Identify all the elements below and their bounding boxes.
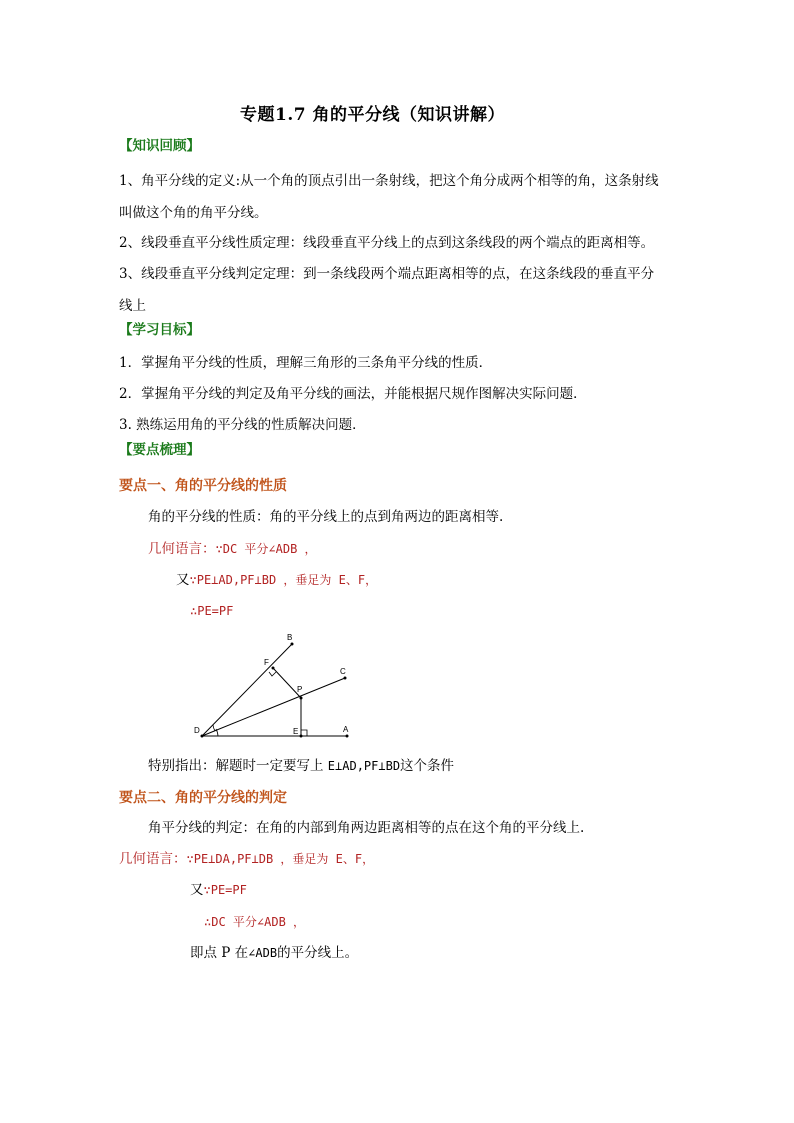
point-C <box>344 677 347 680</box>
key-points-header: 【要点梳理】 <box>119 442 200 458</box>
goal-1: 1．掌握角平分线的性质，理解三角形的三条角平分线的性质． <box>119 355 493 371</box>
point-1-statement: 角的平分线的性质：角的平分线上的点到角两边的距离相等. <box>148 509 504 525</box>
point-B <box>291 643 294 646</box>
geometry-statement: ∵PE⊥DA,PF⊥DB ，垂足为 E、F， <box>186 852 375 866</box>
label-C: C <box>340 667 346 676</box>
point-2-geometry-4 <box>190 944 358 962</box>
point-2-geometry-3: ∴DC 平分∠ADB ， <box>204 915 306 929</box>
point-2-geometry-1 <box>119 850 374 868</box>
review-item-3-line-2: 线上 <box>119 298 146 314</box>
point-1-note <box>148 757 454 775</box>
review-item-3-line-1: 3、线段垂直平分线判定定理：到一条线段两个端点距离相等的点，在这条线段的垂直平分 <box>119 266 655 282</box>
geometry-statement: ∵DC 平分∠ADB ， <box>215 542 317 556</box>
label-P: P <box>297 685 303 694</box>
point-P <box>300 697 303 700</box>
label-D: D <box>194 726 200 735</box>
label-B: B <box>287 633 293 642</box>
note-label: 特别指出：解题时一定要写上 <box>148 758 324 774</box>
point-1-geometry-2 <box>176 571 377 589</box>
conclusion-angle: ∠ADB <box>248 946 278 960</box>
label-F: F <box>264 658 269 667</box>
angle-arc-BDC <box>213 725 215 731</box>
review-item-1-line-1: 1、角平分线的定义:从一个角的顶点引出一条射线，把这个角分成两个相等的角，这条射线 <box>119 173 659 189</box>
point-D <box>201 735 204 738</box>
goal-3: 3. 熟练运用角的平分线的性质解决问题． <box>119 417 366 433</box>
point-1-geometry-1 <box>148 540 317 558</box>
point-E <box>300 735 303 738</box>
right-angle-mark-F <box>269 672 276 676</box>
angle-bisector-figure <box>190 628 365 743</box>
conclusion-prefix: 即点 P 在 <box>190 945 249 961</box>
geometry-language-label: 几何语言： <box>119 851 187 867</box>
point-2-statement: 角平分线的判定：在角的内部到角两边距离相等的点在这个角的平分线上. <box>148 820 585 836</box>
review-item-1-line-2: 叫做这个角的角平分线。 <box>119 205 268 221</box>
page-title: 专题1.7 角的平分线（知识讲解） <box>240 105 505 125</box>
note-value: E⊥AD,PF⊥BD <box>327 759 401 773</box>
ray-DC <box>202 678 345 736</box>
point-1-geometry-3: ∴PE=PF <box>190 604 234 618</box>
ray-DB <box>202 644 292 736</box>
point-2-geometry-2 <box>190 881 247 899</box>
point-A <box>346 735 349 738</box>
review-item-2: 2、线段垂直平分线性质定理：线段垂直平分线上的点到这条线段的两个端点的距离相等。 <box>119 235 655 251</box>
geometry-statement: ∵PE⊥AD,PF⊥BD ，垂足为 E、F， <box>189 573 378 587</box>
label-E: E <box>293 727 299 736</box>
point-2-heading: 要点二、角的平分线的判定 <box>119 790 287 806</box>
note-suffix: 这个条件 <box>400 758 455 774</box>
goal-2: 2．掌握角平分线的判定及角平分线的画法，并能根据尺规作图解决实际问题． <box>119 386 587 402</box>
geometry-prefix: 又 <box>176 572 190 588</box>
conclusion-suffix: 的平分线上。 <box>277 945 359 961</box>
point-F <box>272 667 275 670</box>
point-1-heading: 要点一、角的平分线的性质 <box>119 478 287 494</box>
geometry-language-label: 几何语言： <box>148 541 216 557</box>
geometry-prefix: 又 <box>190 882 204 898</box>
geometry-statement: ∵PE=PF <box>203 883 247 897</box>
knowledge-review-header: 【知识回顾】 <box>119 138 200 154</box>
label-A: A <box>343 725 349 734</box>
learning-goals-header: 【学习目标】 <box>119 322 200 338</box>
